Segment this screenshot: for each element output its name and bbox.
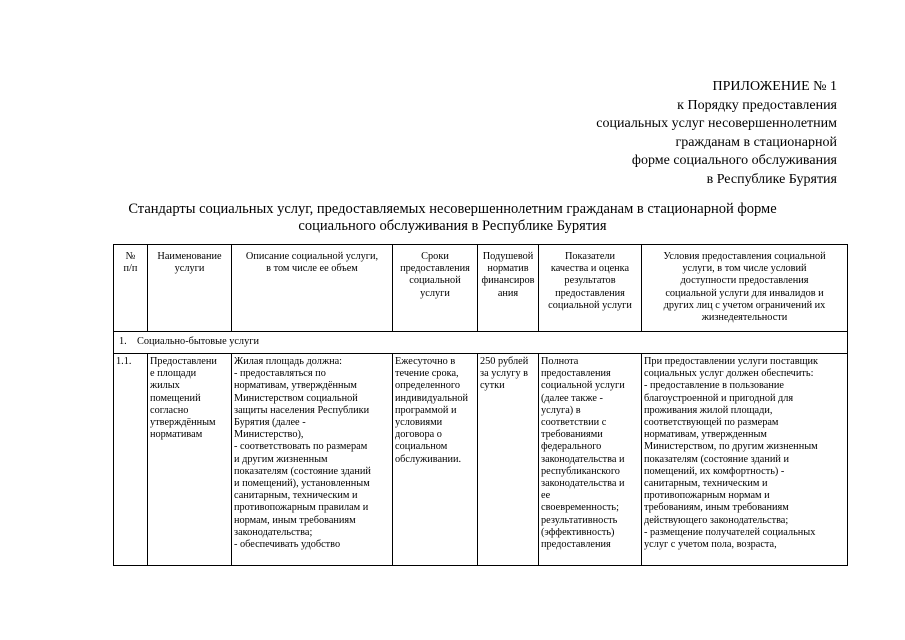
header-number: № п/п [114, 245, 148, 332]
table-header-row [114, 245, 848, 332]
document-title-line: социального обслуживания в Республике Бурятия [298, 218, 607, 234]
standards-table [113, 244, 848, 566]
header-quality: Показатели качества и оценка результатов предоставления социальной услуги [539, 245, 642, 332]
appendix-header [596, 78, 837, 189]
document-title [100, 201, 805, 235]
cell-number: 1.1. [114, 354, 148, 566]
cell-financing: 250 рублей за услугу в сутки [478, 354, 539, 566]
appendix-line: ПРИЛОЖЕНИЕ № 1 [712, 79, 837, 94]
appendix-line: в Республике Бурятия [706, 171, 837, 187]
cell-quality: Полнота предоставления социальной услуги (далее также - услуга) в соответствии с требованиями федерального законодательства и республиканского законодательства и ее своевременность; результативность (эффективность) предоставления [539, 354, 642, 566]
document-title-line: Стандарты социальных услуг, предоставляемых несовершеннолетним гражданам в стационарной форме [128, 201, 777, 217]
table-row [114, 354, 848, 566]
section-number: 1. [119, 336, 127, 348]
header-terms: Сроки предоставления социальной услуги [393, 245, 478, 332]
appendix-line: гражданам в стационарной [675, 134, 837, 150]
section-label: Социально-бытовые услуги [137, 336, 259, 348]
cell-description: Жилая площадь должна: - предоставляться по нормативам, утверждённым Министерством социальной защиты населения Республики Бурятия (далее - Министерство), - соответствовать по размерам и другим жизненным показателям (состояние зданий и помещений), установленным санитарным, техническим и противопожарным правилам и нормам, иным требованиям законодательства; - обеспечивать удобство [232, 354, 393, 566]
cell-terms: Ежесуточно в течение срока, определенного индивидуальной программой и условиями договора о социальном обслуживании. [393, 354, 478, 566]
appendix-line: форме социального обслуживания [631, 153, 837, 168]
header-financing: Подушевой норматив финансиров ания [478, 245, 539, 332]
section-cell [114, 332, 848, 354]
header-service-name: Наименование услуги [148, 245, 232, 332]
cell-service-name: Предоставлени е площади жилых помещений согласно утверждённым нормативам [148, 354, 232, 566]
header-conditions: Условия предоставления социальной услуги, в том числе условий доступности предоставления социальной услуги для инвалидов и других лиц с учетом ограничений их жизнедеятельности [642, 245, 848, 332]
appendix-line: социальных услуг несовершеннолетним [596, 116, 837, 131]
appendix-line: к Порядку предоставления [677, 97, 837, 113]
header-description: Описание социальной услуги, в том числе ее объем [232, 245, 393, 332]
cell-conditions: При предоставлении услуги поставщик социальных услуг должен обеспечить: - предоставление в пользование благоустроенной и пригодной для проживания жилой площади, соответствующей по размерам нормативам, утвержденным Министерством, по другим жизненным показателям (состояние зданий и помещений, их комфортность) - санитарным, техническим и противопожарным нормам и требованиям, иным требованиям действующего законодательства; - размещение получателей социальных услуг с учетом пола, возраста, [642, 354, 848, 566]
table-section-row [114, 332, 848, 354]
